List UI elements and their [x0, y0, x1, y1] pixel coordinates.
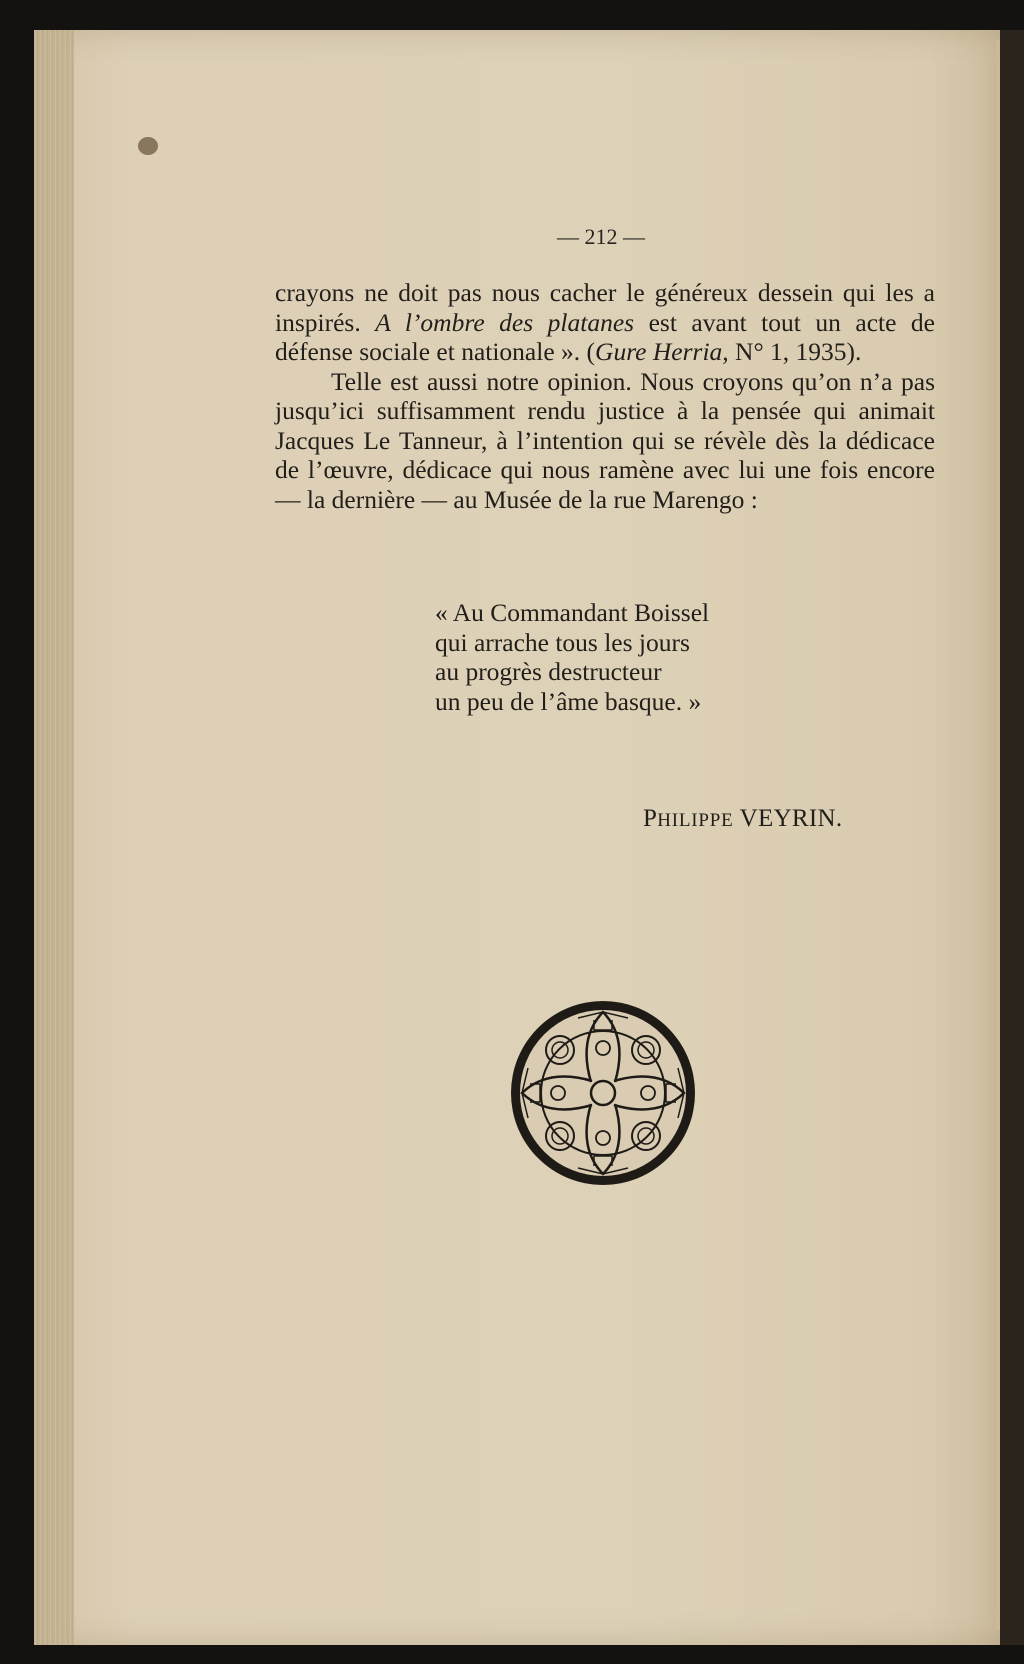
- page-number: — 212 —: [557, 224, 645, 249]
- dedication-line: un peu de l’âme basque. »: [435, 686, 702, 716]
- ink-stain: [138, 137, 158, 155]
- author-signature: PHILIPPE VEYRIN.: [643, 805, 843, 832]
- dedication-line: « Au Commandant Boissel: [435, 598, 710, 627]
- book-page: [34, 30, 1004, 1645]
- paragraph-2: Telle est aussi notre opinion. Nous croyons qu’on n’a pas jusqu’ici suffisamment rendu justice à la pensée qui animait Jacques Le Tanneur, à l’intention qui se révèle dès la dédicace de l’œuvre, dédicace qui nous ramène avec lui une fois encore — la dernière — au Musée de la rue Marengo :: [275, 366, 935, 514]
- basque-cross-emblem-icon: [508, 998, 698, 1188]
- page-edges: [34, 30, 74, 1645]
- book-title: A l’ombre des platanes: [375, 307, 635, 337]
- paragraph-1: crayons ne doit pas nous cacher le généreux dessein qui les a inspirés. A l’ombre des platanes est avant tout un acte de défense sociale et nationale ». (Gure Herria, N° 1, 1935).: [275, 278, 935, 366]
- dedication-line: au progrès destructeur: [435, 657, 662, 686]
- dedication-line: qui arrache tous les jours: [435, 627, 690, 657]
- body-text: [275, 278, 935, 514]
- dedication-quote: [435, 598, 855, 716]
- binding-shadow: [1000, 30, 1024, 1645]
- source-title: Gure Herria,: [595, 337, 729, 366]
